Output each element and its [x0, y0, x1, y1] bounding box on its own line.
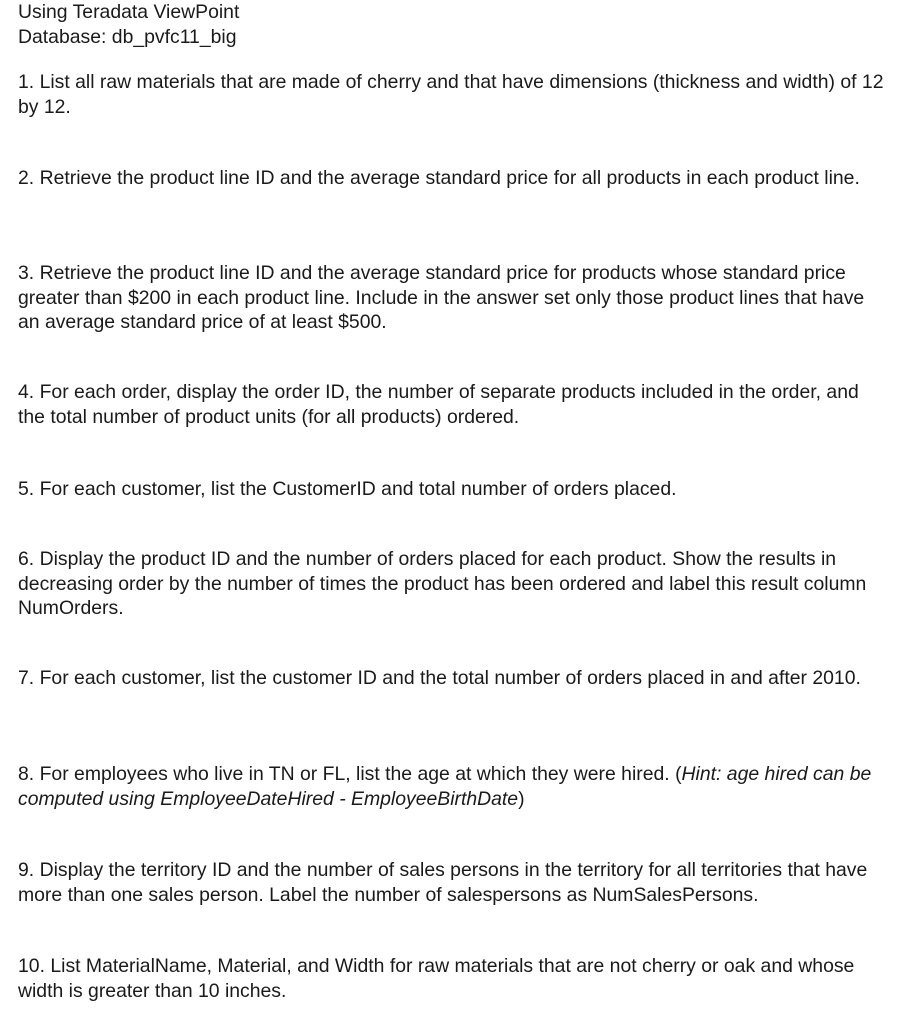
question-number: 3. [18, 262, 35, 284]
question-number: 6. [18, 548, 35, 570]
question-number: 9. [18, 859, 35, 881]
question-5 [18, 477, 888, 502]
hint-label: Hint: [681, 763, 722, 785]
tool-line: Using Teradata ViewPoint [18, 1, 240, 23]
question-text: For each customer, list the CustomerID and total number of orders placed. [39, 478, 677, 500]
hint-text: age hired can be computed using EmployeeDateHired - EmployeeBirthDate [18, 763, 872, 810]
question-8 [18, 762, 888, 811]
question-1 [18, 70, 888, 119]
question-text: For each order, display the order ID, the number of separate products included in the order, and the total number of product units (for all products) ordered. [18, 381, 859, 428]
question-10 [18, 954, 888, 1003]
question-text: Display the territory ID and the number of sales persons in the territory for all territories that have more than one sales person. Label the number of salespersons as NumSalesPersons. [18, 859, 868, 906]
question-7 [18, 666, 888, 691]
question-number: 10. [18, 955, 45, 977]
question-text: For employees who live in TN or FL, list the age at which they were hired. ( [39, 763, 682, 785]
question-number: 4. [18, 381, 35, 403]
question-3 [18, 261, 888, 335]
question-text-end: ) [518, 787, 525, 810]
question-text: Retrieve the product line ID and the average standard price for all products in each product line. [39, 167, 860, 189]
question-text: List MaterialName, Material, and Width for raw materials that are not cherry or oak and whose width is greater than 10 inches. [18, 955, 855, 1002]
question-text: For each customer, list the customer ID and the total number of orders placed in and after 2010. [39, 667, 861, 689]
question-text: Retrieve the product line ID and the average standard price for products whose standard price greater than $200 in each product line. Include in the answer set only those product lines that have an average standard price of at least $500. [18, 262, 865, 333]
question-text: List all raw materials that are made of cherry and that have dimensions (thickness and width) of 12 by 12. [18, 71, 884, 118]
document-header [18, 0, 239, 49]
question-9 [18, 858, 888, 907]
question-number: 2. [18, 167, 35, 189]
question-number: 5. [18, 478, 35, 500]
question-number: 8. [18, 763, 35, 785]
question-text: Display the product ID and the number of orders placed for each product. Show the results in decreasing order by the number of times the product has been ordered and label this result column NumOrders. [18, 548, 867, 619]
question-4 [18, 380, 888, 429]
question-number: 7. [18, 667, 35, 689]
database-line: Database: db_pvfc11_big [18, 25, 237, 48]
question-number: 1. [18, 71, 35, 93]
question-6 [18, 547, 888, 621]
question-2 [18, 166, 888, 191]
